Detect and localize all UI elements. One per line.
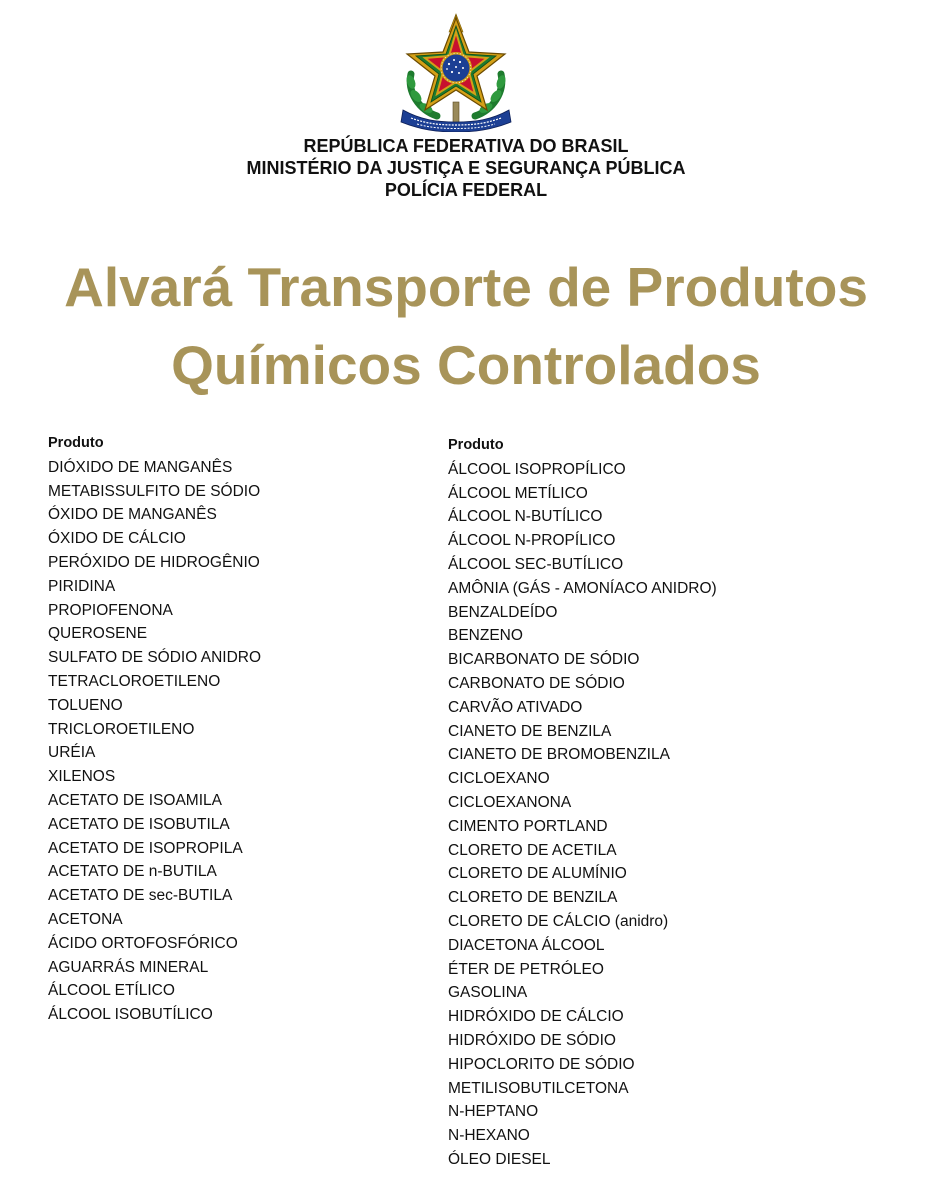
product-item: QUEROSENE	[48, 625, 148, 643]
product-item: ACETONA	[48, 910, 123, 928]
header-line-republic: REPÚBLICA FEDERATIVA DO BRASIL	[303, 136, 629, 156]
product-item: TETRACLOROETILENO	[48, 672, 221, 690]
product-item: PERÓXIDO DE HIDROGÊNIO	[48, 553, 260, 571]
title-line-1: Alvará Transporte de Produtos	[64, 256, 868, 318]
product-item: CICLOEXANONA	[448, 793, 572, 811]
product-items-left	[48, 456, 428, 1027]
product-item: HIDRÓXIDO DE CÁLCIO	[448, 1008, 624, 1026]
product-item: ÁLCOOL ISOBUTÍLICO	[48, 1006, 213, 1024]
product-item: CIANETO DE BROMOBENZILA	[448, 746, 670, 764]
product-item: TRICLOROETILENO	[48, 720, 195, 738]
product-item: ACETATO DE ISOAMILA	[48, 791, 222, 809]
product-item: CLORETO DE ACETILA	[448, 841, 617, 859]
product-item: ACETATO DE ISOBUTILA	[48, 815, 230, 833]
product-item: BENZENO	[448, 627, 523, 645]
brazil-coat-of-arms-icon	[397, 12, 515, 132]
title-line-2: Químicos Controlados	[171, 334, 761, 396]
product-item: SULFATO DE SÓDIO ANIDRO	[48, 649, 262, 667]
product-item: BICARBONATO DE SÓDIO	[448, 651, 640, 669]
product-item: ÁLCOOL N-PROPÍLICO	[448, 532, 616, 550]
product-item: PIRIDINA	[48, 577, 116, 595]
product-item: CARVÃO ATIVADO	[448, 698, 583, 716]
product-item: XILENOS	[48, 768, 116, 786]
header-line-ministry: MINISTÉRIO DA JUSTIÇA E SEGURANÇA PÚBLICA	[246, 158, 686, 178]
product-item: ÓXIDO DE MANGANÊS	[48, 506, 217, 524]
product-item: BENZALDEÍDO	[448, 603, 558, 621]
product-item: ÁLCOOL SEC-BUTÍLICO	[448, 555, 624, 573]
product-item: CLORETO DE CÁLCIO (anidro)	[448, 912, 669, 930]
column-header: Produto	[448, 437, 504, 453]
product-item: GASOLINA	[448, 984, 528, 1002]
product-item: ÓXIDO DE CÁLCIO	[48, 530, 186, 548]
product-items-right	[448, 458, 918, 1172]
product-item: AMÔNIA (GÁS - AMONÍACO ANIDRO)	[448, 579, 717, 597]
product-item: CIMENTO PORTLAND	[448, 817, 608, 835]
product-item: CLORETO DE BENZILA	[448, 889, 618, 907]
product-item: ÁLCOOL N-BUTÍLICO	[448, 508, 603, 526]
product-item: ACETATO DE sec-BUTILA	[48, 887, 233, 905]
product-item: ÁLCOOL ETÍLICO	[48, 982, 175, 1000]
product-item: PROPIOFENONA	[48, 601, 173, 619]
product-item: ACETATO DE n-BUTILA	[48, 863, 217, 881]
column-header: Produto	[48, 435, 104, 451]
product-list-right	[448, 434, 918, 1172]
product-item: ÁCIDO ORTOFOSFÓRICO	[48, 934, 238, 952]
product-item: DIÓXIDO DE MANGANÊS	[48, 458, 233, 476]
product-item: ÓLEO DIESEL	[448, 1150, 551, 1168]
product-item: HIDRÓXIDO DE SÓDIO	[448, 1031, 616, 1049]
product-item: CIANETO DE BENZILA	[448, 722, 612, 740]
product-item: HIPOCLORITO DE SÓDIO	[448, 1055, 635, 1073]
product-item: CLORETO DE ALUMÍNIO	[448, 865, 627, 883]
product-item: METABISSULFITO DE SÓDIO	[48, 482, 261, 500]
product-item: ÉTER DE PETRÓLEO	[448, 960, 604, 978]
product-item: ÁLCOOL METÍLICO	[448, 484, 588, 502]
product-item: CICLOEXANO	[448, 770, 550, 788]
product-list-left	[48, 432, 428, 1027]
product-item: N-HEXANO	[448, 1127, 530, 1145]
product-item: METILISOBUTILCETONA	[448, 1079, 629, 1097]
header-line-police: POLÍCIA FEDERAL	[384, 180, 548, 200]
document-title	[0, 248, 932, 404]
product-item: CARBONATO DE SÓDIO	[448, 674, 625, 692]
product-item: URÉIA	[48, 744, 96, 762]
institution-header	[0, 135, 932, 201]
product-item: DIACETONA ÁLCOOL	[448, 936, 605, 954]
product-item: ÁLCOOL ISOPROPÍLICO	[448, 460, 626, 478]
product-item: TOLUENO	[48, 696, 123, 714]
product-item: AGUARRÁS MINERAL	[48, 958, 209, 976]
product-item: ACETATO DE ISOPROPILA	[48, 839, 243, 857]
product-item: N-HEPTANO	[448, 1103, 539, 1121]
